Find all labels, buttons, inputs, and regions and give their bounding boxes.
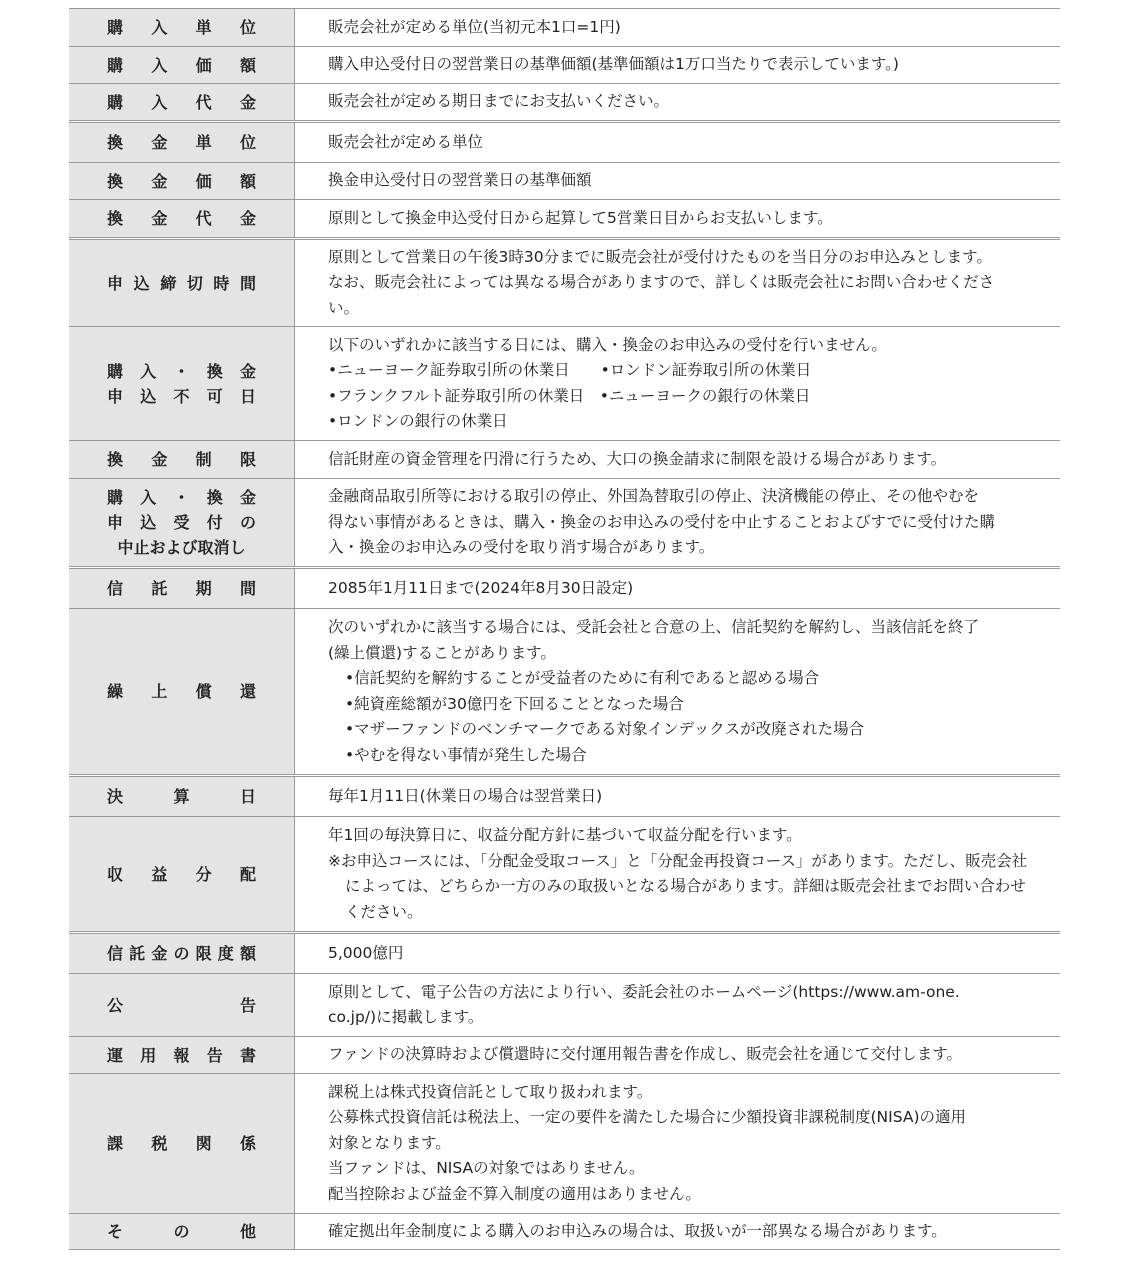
row-label (69, 200, 295, 237)
row-label-line: 決 算 日 (107, 787, 256, 806)
row-content (295, 163, 1060, 199)
content-line: •フランクフルト証券取引所の休業日 •ニューヨークの銀行の休業日 (328, 386, 811, 405)
table-row-trust-period (69, 566, 1060, 608)
table-row-purchase-payment (69, 83, 1060, 120)
row-content (295, 817, 1060, 931)
row-label (69, 569, 295, 608)
row-label-line: 公 告 (107, 995, 256, 1015)
content-line: 得ない事情があるときは、購入・換金のお申込みの受付を中止することおよびすでに受付けた購 (328, 512, 995, 531)
row-label (69, 1214, 295, 1249)
row-content (295, 240, 1060, 326)
content-line: 公募株式投資信託は税法上、一定の要件を満たした場合に少額投資非課税制度(NISA)の適用 (328, 1108, 966, 1127)
content-line: 年1回の毎決算日に、収益分配方針に基づいて収益分配を行います。 (328, 826, 802, 844)
row-label (69, 240, 295, 326)
row-content (295, 609, 1060, 774)
content-line: 入・換金のお申込みの受付を取り消す場合があります。 (328, 538, 715, 557)
row-content (295, 84, 1060, 120)
row-label (69, 479, 295, 566)
row-label (69, 817, 295, 931)
row-label-line: 運 用 報 告 書 (107, 1045, 256, 1065)
content-line: 確定拠出年金制度による購入のお申込みの場合は、取扱いが一部異なる場合があります。 (328, 1221, 947, 1240)
table-row-distribution (69, 816, 1060, 931)
row-label-line: 中止および取消し (117, 538, 246, 557)
row-label (69, 84, 295, 120)
row-label-line: 収 益 分 配 (107, 864, 256, 884)
row-label-line: 購 入 ・ 換 金 (107, 488, 256, 507)
row-content (295, 441, 1060, 478)
row-label-line: 換 金 代 金 (107, 209, 256, 228)
content-line: 当ファンドは、NISAの対象ではありません。 (328, 1159, 645, 1178)
content-line: 販売会社が定める単位(当初元本1口=1円) (328, 17, 621, 36)
content-line: 換金申込受付日の翌営業日の基準価額 (328, 171, 592, 190)
row-label (69, 163, 295, 199)
content-line: 対象となります。 (328, 1133, 451, 1152)
content-line: 販売会社が定める期日までにお支払いください。 (328, 92, 670, 111)
row-label (69, 327, 295, 440)
content-line: •マザーファンドのベンチマークである対象インデックスが改廃された場合 (345, 720, 865, 738)
row-content (295, 974, 1060, 1036)
table-row-taxation (69, 1073, 1060, 1213)
content-line: なお、販売会社によっては異なる場合がありますので、詳しくは販売会社にお問い合わせくださ (328, 273, 995, 292)
row-content (295, 479, 1060, 566)
row-content (295, 1074, 1060, 1213)
table-row-trust-limit (69, 931, 1060, 973)
row-label-line: そ の 他 (107, 1222, 256, 1241)
row-label-line: 換 金 価 額 (107, 171, 256, 191)
row-label-line: 換 金 制 限 (107, 450, 256, 469)
row-label-line: 信 託 金 の 限 度 額 (107, 944, 256, 963)
row-label (69, 441, 295, 478)
content-line: ※お申込コースには、「分配金受取コース」と「分配金再投資コース」があります。ただし、販売会社によっては、どちらか一方のみの取扱いとなる場合があります。詳細は販売会社までお問い合わせください。 (328, 851, 1028, 921)
row-label-line: 課 税 関 係 (107, 1134, 256, 1153)
content-line: 毎年1月11日(休業日の場合は翌営業日) (328, 786, 603, 805)
row-label-line: 購 入 代 金 (107, 92, 256, 112)
row-label (69, 1074, 295, 1213)
content-line: •ロンドンの銀行の休業日 (328, 412, 508, 430)
table-row-settlement-date (69, 774, 1060, 816)
content-line: (繰上償還)することがあります。 (328, 643, 556, 662)
table-row-redemption-payment (69, 199, 1060, 237)
content-line: •ニューヨーク証券取引所の休業日 •ロンドン証券取引所の休業日 (328, 361, 812, 379)
row-label (69, 974, 295, 1036)
row-label (69, 934, 295, 973)
content-line: 販売会社が定める単位 (328, 132, 484, 151)
row-content (295, 1214, 1060, 1249)
row-content (295, 1037, 1060, 1073)
content-line: 購入申込受付日の翌営業日の基準価額(基準価額は1万口当たりで表示しています。) (328, 55, 899, 74)
table-row-public-notice (69, 973, 1060, 1036)
row-label-line: 購 入 価 額 (107, 55, 256, 75)
table-row-application-deadline (69, 237, 1060, 326)
row-content (295, 9, 1060, 46)
content-line: 配当控除および益金不算入制度の適用はありません。 (328, 1184, 701, 1203)
content-line: •やむを得ない事情が発生した場合 (345, 745, 587, 764)
row-label-line: 信 託 期 間 (107, 579, 256, 598)
content-line: 金融商品取引所等における取引の停止、外国為替取引の停止、決済機能の停止、その他やむを (328, 487, 980, 506)
content-line: 課税上は株式投資信託として取り扱われます。 (328, 1082, 653, 1101)
row-label (69, 1037, 295, 1073)
table-row-redemption-unit (69, 120, 1060, 162)
content-line: 次のいずれかに該当する場合には、受託会社と合意の上、信託契約を解約し、当該信託を終了 (328, 618, 980, 636)
table-row-other (69, 1213, 1060, 1250)
row-label (69, 609, 295, 774)
row-label-line: 申 込 締 切 時 間 (107, 273, 256, 293)
row-content (295, 123, 1060, 162)
table-row-early-redemption (69, 608, 1060, 774)
row-label-line: 繰 上 償 還 (107, 682, 256, 701)
row-content (295, 327, 1060, 440)
content-line: 以下のいずれかに該当する日には、購入・換金のお申込みの受付を行いません。 (328, 335, 887, 354)
row-label (69, 47, 295, 83)
content-line: 2085年1月11日まで(2024年8月30日設定) (328, 578, 634, 597)
content-line: 原則として営業日の午後3時30分までに販売会社が受付けたものを当日分のお申込みとします。 (328, 247, 992, 266)
row-label (69, 9, 295, 46)
row-label-line: 購 入 ・ 換 金 (107, 361, 256, 381)
row-label (69, 777, 295, 816)
table-row-non-application-days (69, 326, 1060, 440)
content-line: co.jp/)に掲載します。 (328, 1008, 484, 1026)
table-row-redemption-limit (69, 440, 1060, 478)
row-label-line: 換 金 単 位 (107, 133, 256, 152)
row-label-line: 申 込 不 可 日 (107, 386, 256, 406)
row-label (69, 123, 295, 162)
content-line: 5,000億円 (328, 943, 404, 962)
content-line: い。 (328, 298, 360, 317)
fund-terms-table (69, 8, 1060, 1250)
row-label-line: 申 込 受 付 の (107, 513, 256, 532)
content-line: 原則として換金申込受付日から起算して5営業日目からお支払いします。 (328, 208, 833, 227)
content-line: •信託契約を解約することが受益者のために有利であると認める場合 (345, 669, 820, 687)
content-line: •純資産総額が30億円を下回ることとなった場合 (345, 694, 684, 713)
row-content (295, 934, 1060, 973)
table-row-purchase-price (69, 46, 1060, 83)
row-content (295, 200, 1060, 237)
content-line: 原則として、電子公告の方法により行い、委託会社のホームページ(https://www.am-one. (328, 982, 960, 1001)
table-row-management-report (69, 1036, 1060, 1073)
content-line: 信託財産の資金管理を円滑に行うため、大口の換金請求に制限を設ける場合があります。 (328, 449, 947, 468)
row-label-line: 購 入 単 位 (107, 18, 256, 37)
content-line: ファンドの決算時および償還時に交付運用報告書を作成し、販売会社を通じて交付します。 (328, 1045, 962, 1064)
row-content (295, 47, 1060, 83)
table-row-purchase-unit (69, 8, 1060, 46)
row-content (295, 569, 1060, 608)
table-row-suspension-cancellation (69, 478, 1060, 566)
table-row-redemption-price (69, 162, 1060, 199)
row-content (295, 777, 1060, 816)
